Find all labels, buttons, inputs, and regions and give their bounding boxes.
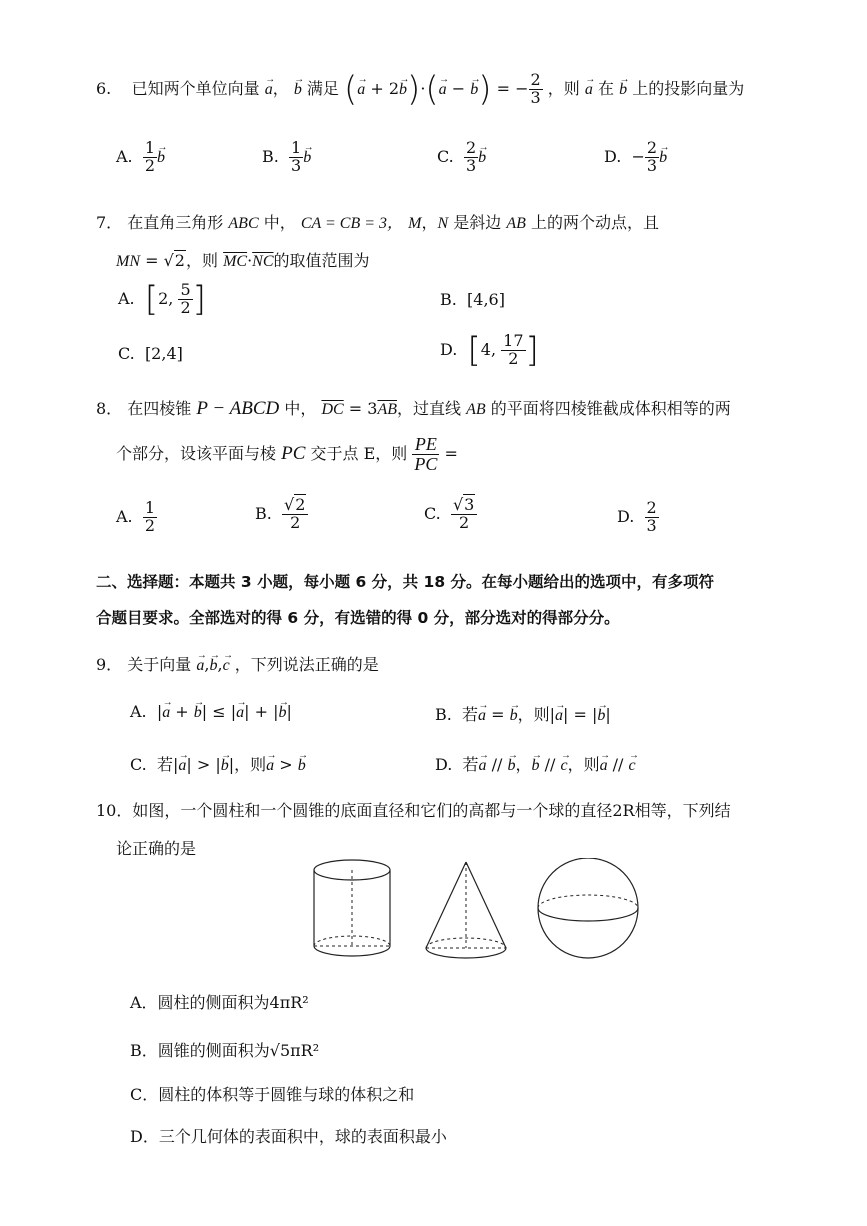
cylinder-figure (314, 860, 390, 956)
option-d: D．三个几何体的表面积中，球的表面积最小 (130, 1127, 447, 1146)
sphere-figure (538, 858, 638, 958)
option-b: B. $\frac{1}{3}$ → b (262, 140, 311, 175)
option-d: D. 若→ a // → b，→ b // → c，则→ a // → c (435, 752, 636, 775)
question-9: 9． 关于向量 → a,→ b,→ c ，下列说法正确的是 (96, 652, 379, 675)
option-a: A. $\frac{1}{2}$ → b (116, 140, 165, 175)
question-stem: 已知两个单位向量 (131, 78, 260, 98)
option-c: C. $\frac{2}{3}$ → b (437, 140, 486, 175)
question-number: 8． (96, 399, 123, 418)
option-a: A. [2, $\frac{5}{2}$ ] (118, 279, 206, 320)
question-number: 7． (96, 213, 123, 232)
question-10: 10．如图，一个圆柱和一个圆锥的底面直径和它们的高都与一个球的直径2R相等，下列结 (96, 801, 731, 820)
question-8: 8． 在四棱锥 P − ABCD 中， $\overline{DC} = 3\overline{AB}$，过直线 AB 的平面将四棱锥截成体积相等的两 (96, 398, 731, 419)
question-6: 6. 已知两个单位向量 → a， → b 满足 (→ a + 2→ b)·(→ a − → b) = − $\frac{2}{3}$ ，则 → a 在 → b 上的投影向量为 (96, 72, 744, 107)
question-10-line2: 论正确的是 (116, 839, 197, 858)
option-c: C. [2,4] (118, 344, 183, 363)
question-8-line2: 个部分，设该平面与棱 PC 交于点 E，则 $\frac{PE}{PC}$ = (116, 434, 458, 474)
option-d: D. [4, $\frac{17}{2}$ ] (440, 330, 539, 371)
option-a: A. $\frac{1}{2}$ (116, 498, 155, 535)
option-b: B. 若→ a = → b，则|→ a| = |→ b| (435, 702, 611, 725)
option-d: D. − $\frac{2}{3}$ → b (604, 140, 667, 175)
section-heading: 合题目要求。全部选对的得 6 分，有选错的得 0 分，部分选对的得部分分。 (96, 609, 620, 627)
option-c: C. $\frac{√3}{2}$ (424, 497, 477, 532)
option-c: C．圆柱的体积等于圆锥与球的体积之和 (130, 1085, 415, 1104)
section-heading: 二、选择题：本题共 3 小题，每小题 6 分，共 18 分。在每小题给出的选项中，有多项符 (96, 573, 715, 591)
option-c: C. 若|→ a| > |→ b|，则→ a > → b (130, 752, 306, 775)
question-stem: ，则 (547, 78, 580, 98)
cone-figure (426, 862, 506, 958)
option-b: B. $\frac{√2}{2}$ (255, 497, 308, 532)
option-b: B. [4,6] (440, 290, 505, 309)
option-a: A. |→ a + → b| ≤ |→ a| + |→ b| (130, 702, 292, 722)
question-7-line2: MN = √2，则 $\overline{MC}\cdot\overline{NC}$的取值范围为 (116, 251, 370, 270)
question-7: 7． 在直角三角形 ABC 中， CA = CB = 3， M，N 是斜边 AB 上的两个动点，且 (96, 213, 659, 232)
question-stem: 上的投影向量为 (632, 78, 745, 98)
option-b: B．圆锥的侧面积为√5πR² (130, 1041, 320, 1060)
question-number: 6. (96, 78, 112, 98)
option-a: A．圆柱的侧面积为4πR² (130, 993, 309, 1012)
question-number: 9． (96, 655, 123, 674)
question-stem: 满足 (306, 78, 339, 98)
option-d: D. $\frac{2}{3}$ (617, 498, 657, 535)
solids-figure (300, 858, 650, 966)
question-stem: 在 (597, 78, 614, 98)
question-number: 10． (96, 801, 133, 820)
